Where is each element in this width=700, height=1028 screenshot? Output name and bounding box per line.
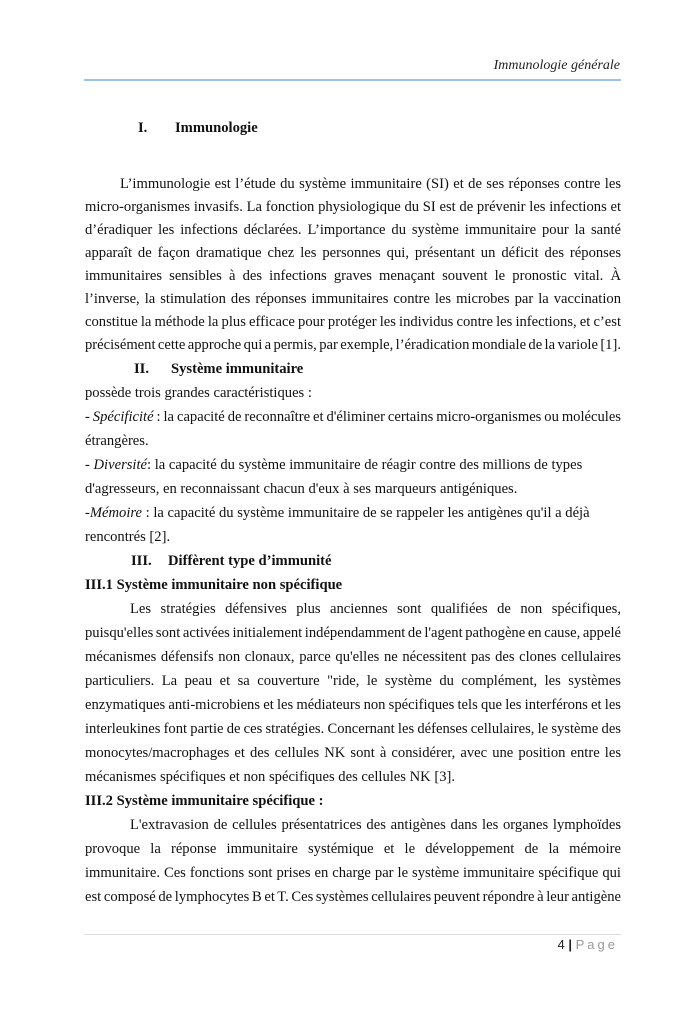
characteristic-text: - <box>85 457 94 473</box>
text-line: Les stratégies défensives plus anciennes sont qualifiées de non spécifiques, <box>130 601 621 617</box>
characteristic-term: Spécificité <box>92 409 154 425</box>
text-line: apparaît de façon dramatique chez les personnes qui, présentant un déficit des réponses <box>85 245 621 261</box>
page-footer <box>558 937 619 952</box>
text-line: micro-organismes invasifs. La fonction physiologique du SI est de prévenir les infections et <box>85 199 621 215</box>
text-line: enzymatiques anti-microbiens et les médiateurs non spécifiques tels que les interférons et les <box>85 697 621 713</box>
characteristic-text: - <box>85 505 90 521</box>
text-line: L’immunologie est l’étude du système immunitaire (SI) et de ses réponses contre les <box>120 176 621 192</box>
characteristic-text: : la capacité du système immunitaire de réagir contre des millions de types <box>147 457 583 473</box>
subsection-heading-3-1: III.1 Système immunitaire non spécifique <box>85 577 343 593</box>
text-line: particuliers. La peau et sa couverture "ride, le système du complément, les systèmes <box>85 673 621 689</box>
paragraph-specific <box>85 813 621 909</box>
paragraph-non-specific <box>85 597 621 789</box>
characteristic-continuation: rencontrés [2]. <box>85 529 171 545</box>
characteristic-text: : la capacité du système immunitaire de se rappeler les antigènes qu'il a déjà <box>142 505 590 521</box>
text-line: L'extravasion de cellules présentatrices des antigènes dans les organes lymphoïdes <box>130 817 621 833</box>
section-number: I. <box>138 120 148 136</box>
section-number: III. <box>131 553 152 569</box>
text-line: immunitaire. Ces fonctions sont prises en charge par le système immunitaire spécifique qui <box>85 865 621 881</box>
characteristic-term: Mémoire <box>89 505 143 521</box>
paragraph-immunologie <box>85 173 621 357</box>
text-line: interleukines font partie de ces stratégies. Concernant les défenses cellulaires, le système des <box>85 721 621 737</box>
characteristic-continuation: étrangères. <box>85 433 149 449</box>
text-line: monocytes/macrophages et des cellules NK sont à considérer, avec une position entre les <box>85 745 621 761</box>
header-divider <box>84 79 621 81</box>
text-line: immunitaires sensibles à des infections graves menaçant souvent le pronostic vital. À <box>85 268 621 284</box>
characteristic-item <box>85 405 621 429</box>
text-line: constitue la méthode la plus efficace pour protéger les individus contre les infections, et c’est <box>85 314 621 330</box>
page-label: Page <box>575 937 618 952</box>
text-line: puisqu'elles sont activées initialement indépendamment de l'agent pathogène en cause, appelé <box>85 625 621 641</box>
section-heading-1 <box>85 116 621 140</box>
text-line: d’éradiquer les infections déclarées. L’importance du système immunitaire pour la santé <box>85 222 621 238</box>
text-line: précisément cette approche qui a permis, par exemple, l’éradication mondiale de la variole [1]. <box>85 337 621 353</box>
text-line: est composé de lymphocytes B et T. Ces systèmes cellulaires peuvent répondre à leur antigène <box>85 889 621 905</box>
characteristic-term: Diversité <box>93 457 148 473</box>
page-number: 4 <box>557 937 565 952</box>
section-title: Diffèrent type d’immunité <box>168 553 332 569</box>
section-heading-3 <box>85 549 621 573</box>
characteristic-text: : la capacité de reconnaître et d'éliminer certains micro-organismes ou molécules <box>153 409 621 425</box>
characteristics-list <box>85 405 621 549</box>
running-header: Immunologie générale <box>493 58 620 73</box>
text-line: mécanismes spécifiques et non spécifiques des cellules NK [3]. <box>85 769 456 785</box>
characteristic-item <box>85 501 621 525</box>
footer-separator: | <box>568 937 572 952</box>
section-heading-2 <box>85 357 621 381</box>
text-line: provoque la réponse immunitaire systémique et le développement de la mémoire <box>85 841 621 857</box>
characteristic-text: - <box>85 409 93 425</box>
characteristic-continuation: d'agresseurs, en reconnaissant chacun d'eux à ses marqueurs antigéniques. <box>85 481 518 497</box>
section-title: Immunologie <box>175 120 258 136</box>
characteristic-item <box>85 453 621 477</box>
text-line: mécanismes défensifs non clonaux, parce qu'elles ne nécessitent pas des clones cellulaires <box>85 649 621 665</box>
text-line: l’inverse, la stimulation des réponses immunitaires contre les microbes par la vaccination <box>85 291 621 307</box>
footer-divider <box>84 934 621 935</box>
page-body <box>85 116 621 909</box>
subsection-heading-3-2: III.2 Système immunitaire spécifique : <box>85 793 324 809</box>
section-intro: possède trois grandes caractéristiques : <box>85 385 312 401</box>
section-title: Système immunitaire <box>171 361 304 377</box>
section-number: II. <box>134 361 150 377</box>
